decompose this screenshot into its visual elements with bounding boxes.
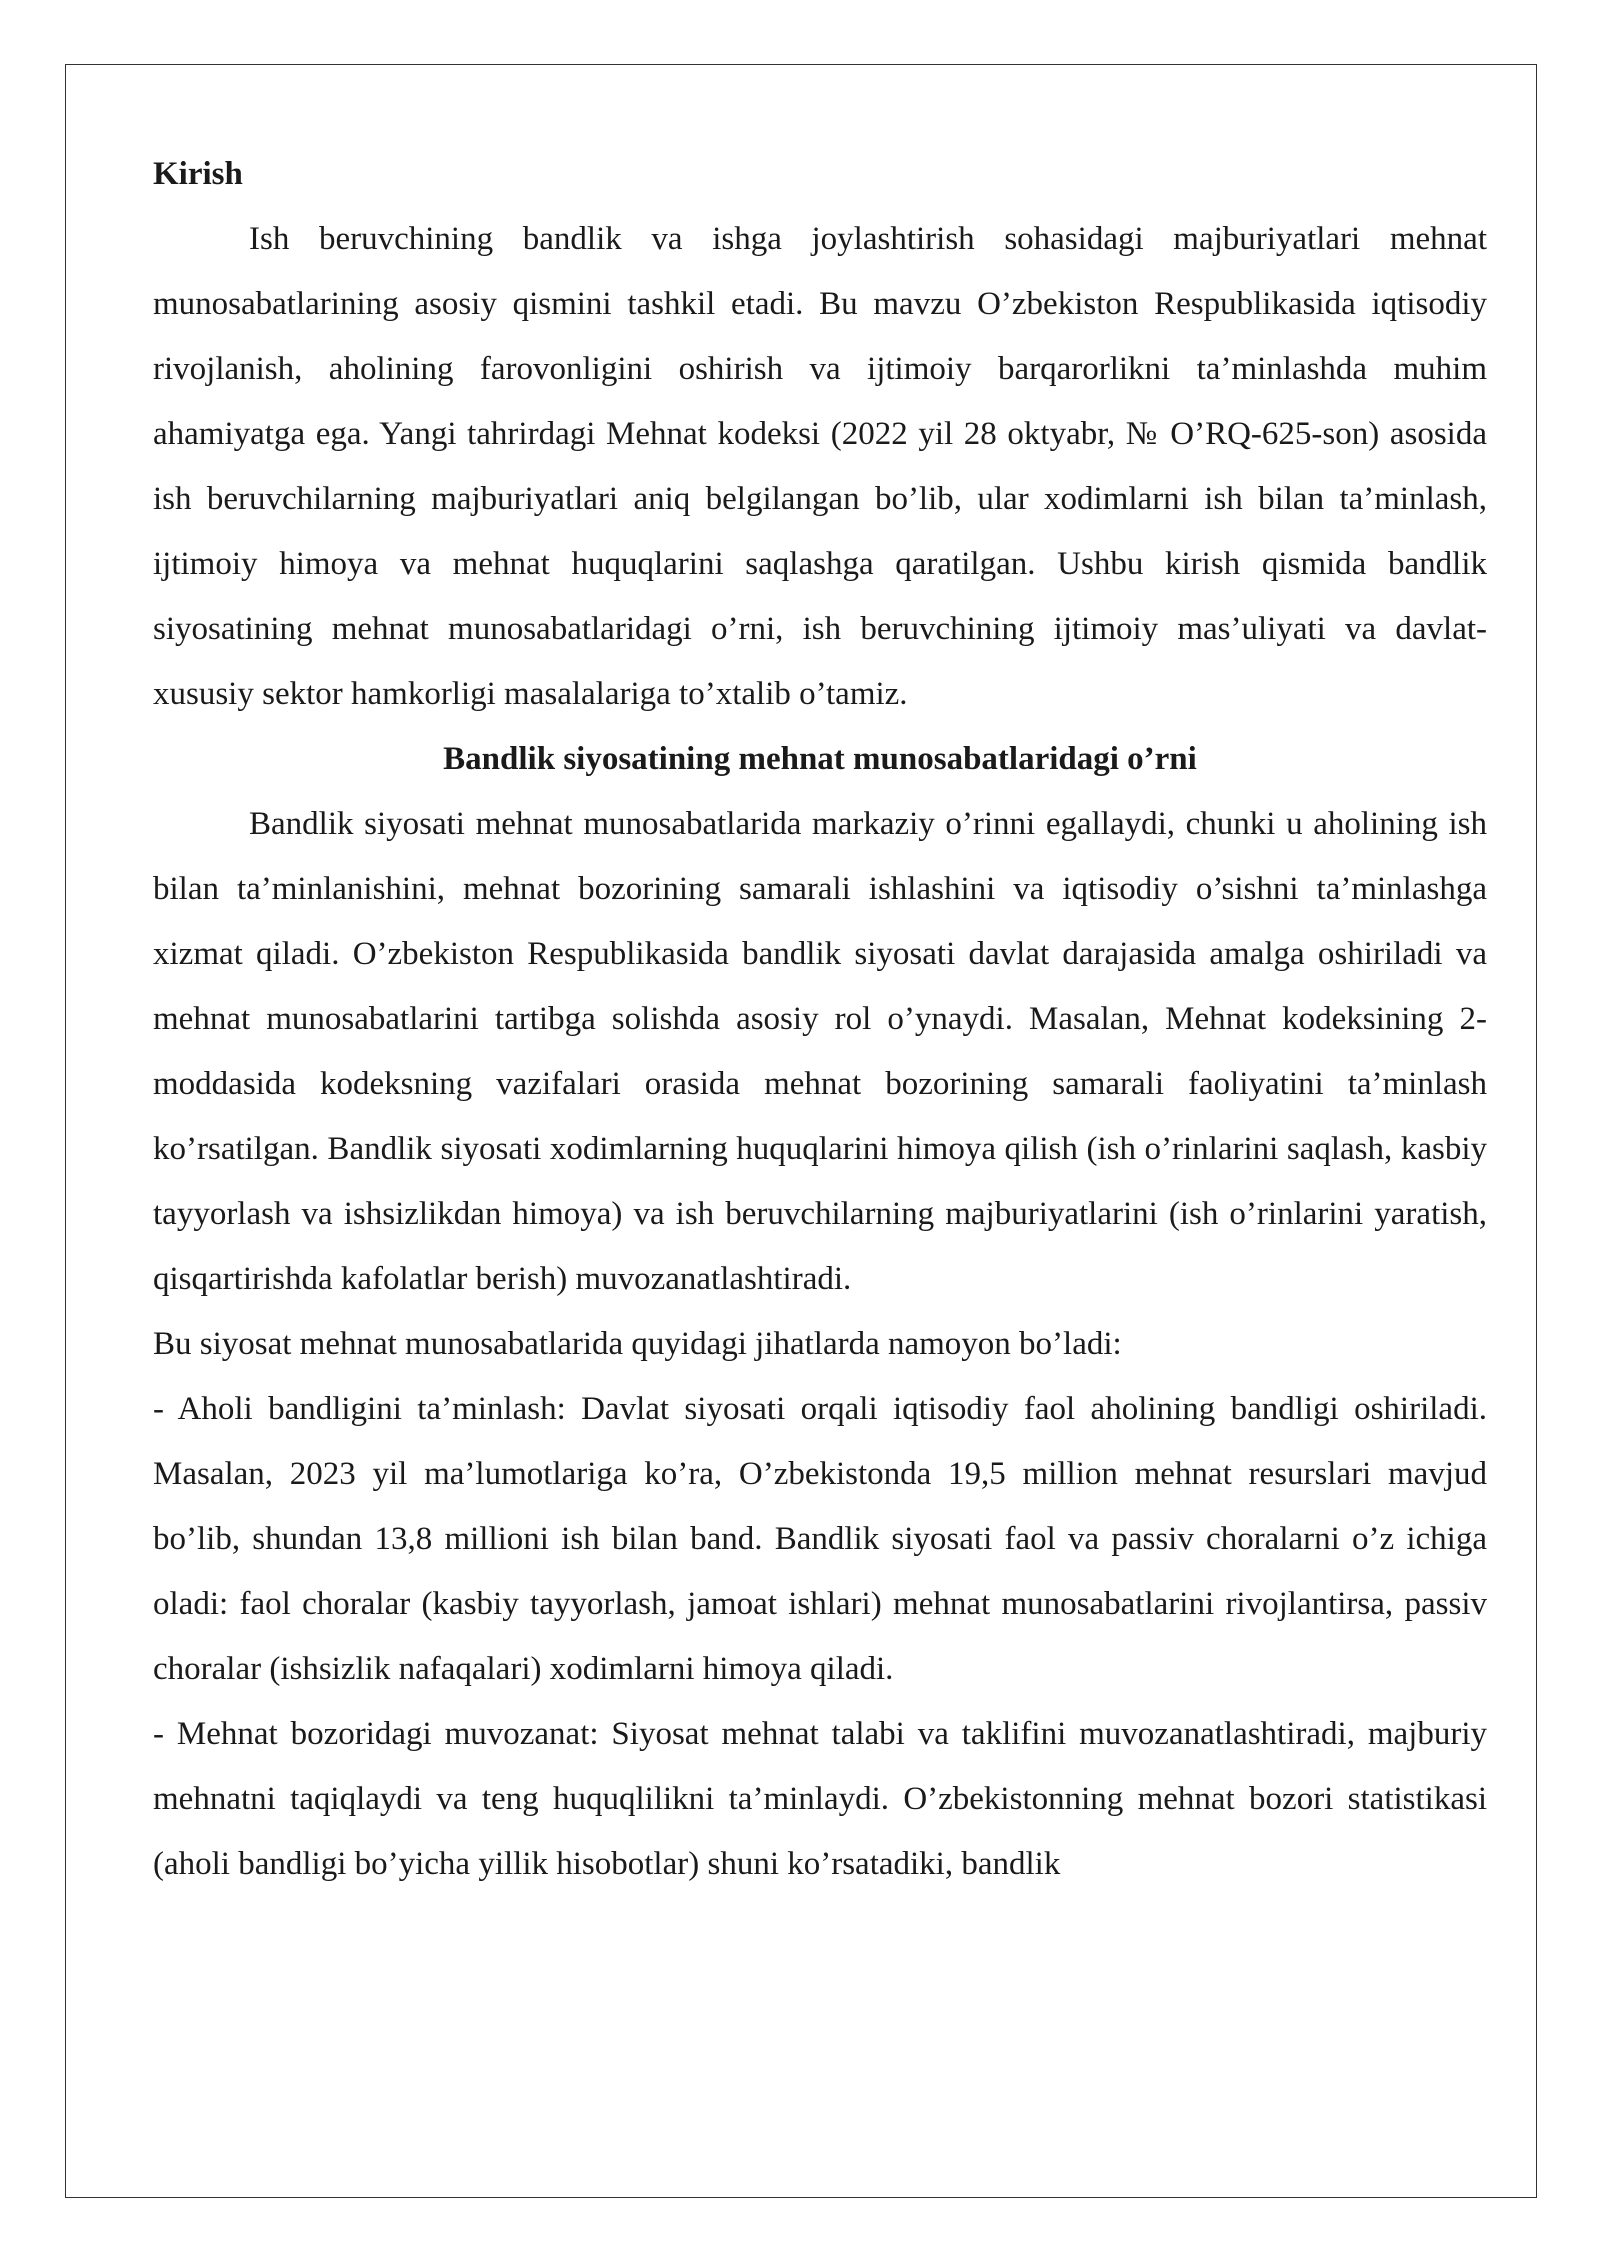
bullet-item-employment: - Aholi bandligini ta’minlash: Davlat siyosati orqali iqtisodiy faol aholining bandligi oshiriladi. Masalan, 2023 yil ma’lumotlariga ko’ra, O’zbekistonda 19,5 million mehnat resurslari mavjud bo’lib, shundan 13,8 millioni ish bilan band. Bandlik siyosati faol va passiv choralarni o’z ichiga oladi: faol choralar (kasbiy tayyorlash, jamoat ishlari) mehnat munosabatlarini rivojlantirsa, passiv choralar (ishsizlik nafaqalari) xodimlarni himoya qiladi.	[153, 1391, 1487, 1687]
bullet-item-balance: - Mehnat bozoridagi muvozanat: Siyosat mehnat talabi va taklifini muvozanatlashtiradi, majburiy mehnatni taqiqlaydi va teng huquqlilikni ta’minlaydi. O’zbekistonning mehnat bozori statistikasi (aholi bandligi bo’yicha yillik hisobotlar) shuni ko’rsatadiki, bandlik	[153, 1716, 1487, 1882]
document-body	[153, 142, 1487, 1897]
lead-paragraph: Bu siyosat mehnat munosabatlarida quyidagi jihatlarda namoyon bo’ladi:	[153, 1326, 1122, 1362]
section-heading: Bandlik siyosatining mehnat munosabatlaridagi o’rni	[443, 741, 1197, 777]
intro-heading: Kirish	[153, 156, 243, 192]
intro-paragraph: Ish beruvchining bandlik va ishga joylashtirish sohasidagi majburiyatlari mehnat munosabatlarining asosiy qismini tashkil etadi. Bu mavzu O’zbekiston Respublikasida iqtisodiy rivojlanish, aholining farovonligini oshirish va ijtimoiy barqarorlikni ta’minlashda muhim ahamiyatga ega. Yangi tahrirdagi Mehnat kodeksi (2022 yil 28 oktyabr, № O’RQ-625-son) asosida ish beruvchilarning majburiyatlari aniq belgilangan bo’lib, ular xodimlarni ish bilan ta’minlash, ijtimoiy himoya va mehnat huquqlarini saqlashga qaratilgan. Ushbu kirish qismida bandlik siyosatining mehnat munosabatlaridagi o’rni, ish beruvchining ijtimoiy mas’uliyati va davlat-xususiy sektor hamkorligi masalalariga to’xtalib o’tamiz.	[153, 221, 1487, 712]
section-paragraph: Bandlik siyosati mehnat munosabatlarida markaziy o’rinni egallaydi, chunki u aholining ish bilan ta’minlanishini, mehnat bozorining samarali ishlashini va iqtisodiy o’sishni ta’minlashga xizmat qiladi. O’zbekiston Respublikasida bandlik siyosati davlat darajasida amalga oshiriladi va mehnat munosabatlarini tartibga solishda asosiy rol o’ynaydi. Masalan, Mehnat kodeksining 2-moddasida kodeksning vazifalari orasida mehnat bozorining samarali faoliyatini ta’minlash ko’rsatilgan. Bandlik siyosati xodimlarning huquqlarini himoya qilish (ish o’rinlarini saqlash, kasbiy tayyorlash va ishsizlikdan himoya) va ish beruvchilarning majburiyatlarini (ish o’rinlarini yaratish, qisqartirishda kafolatlar berish) muvozanatlashtiradi.	[153, 806, 1487, 1297]
